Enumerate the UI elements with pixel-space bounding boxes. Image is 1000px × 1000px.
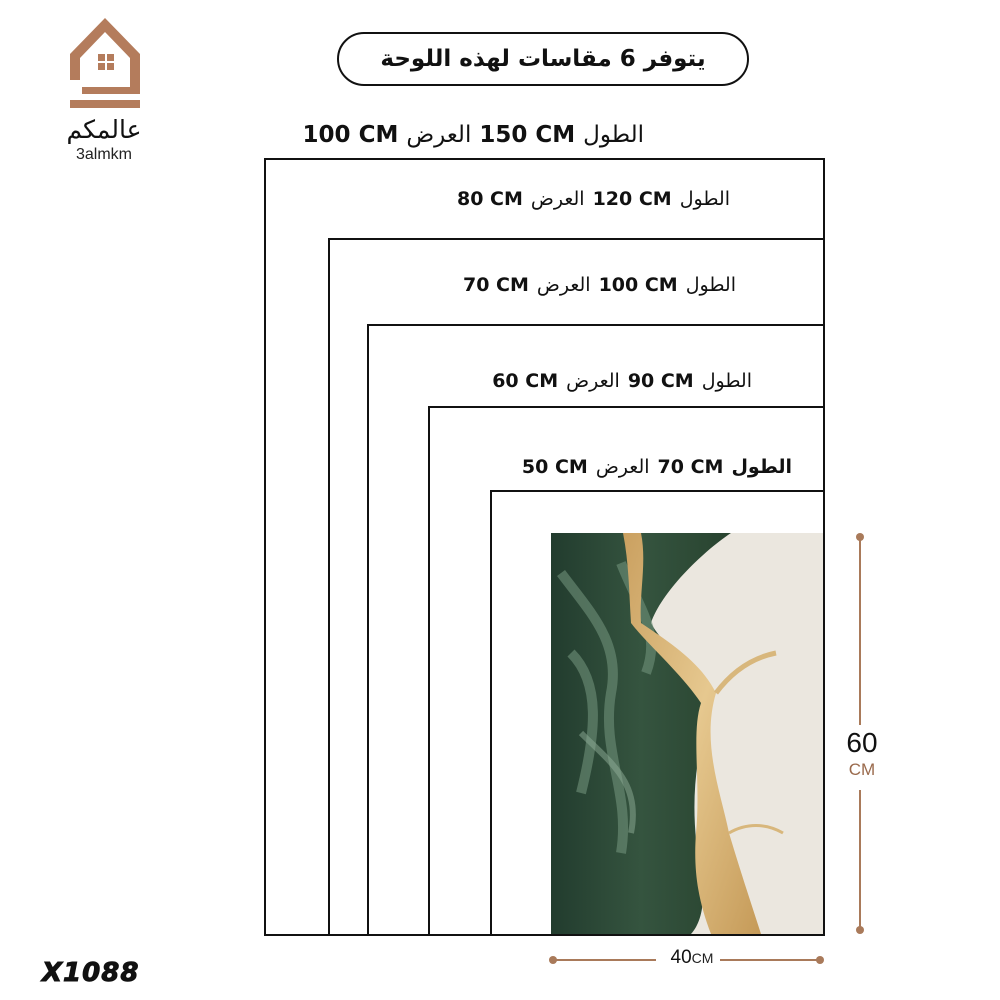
height-unit: CM bbox=[848, 760, 876, 779]
width-value: 60 CM bbox=[492, 370, 559, 392]
product-code: X1088 bbox=[42, 958, 140, 988]
length-value: 100 CM bbox=[598, 274, 678, 296]
length-value: 90 CM bbox=[627, 370, 694, 392]
length-value: 70 CM bbox=[657, 456, 724, 478]
length-label: الطول bbox=[731, 456, 792, 478]
width-unit: CM bbox=[691, 950, 714, 966]
brand-name-arabic: عالمكم bbox=[66, 115, 142, 144]
width-label: العرض bbox=[536, 274, 591, 296]
width-value: 70 CM bbox=[462, 274, 529, 296]
width-label: العرض bbox=[566, 370, 620, 392]
width-value: 80 CM bbox=[456, 188, 523, 210]
length-label: الطول bbox=[701, 370, 752, 392]
width-value: 40 bbox=[670, 947, 692, 968]
width-label: العرض bbox=[595, 456, 650, 478]
length-label: الطول bbox=[685, 274, 736, 296]
length-label: الطول bbox=[583, 122, 644, 148]
width-label: العرض bbox=[406, 122, 472, 148]
width-value: 50 CM bbox=[521, 456, 588, 478]
length-value: 120 CM bbox=[592, 188, 672, 210]
width-dimension bbox=[652, 947, 732, 969]
width-label: العرض bbox=[530, 188, 585, 210]
length-label: الطول bbox=[679, 188, 730, 210]
height-value: 60 bbox=[846, 727, 878, 758]
brand-name-latin: 3almkm bbox=[75, 146, 132, 163]
width-value: 100 CM bbox=[302, 122, 399, 148]
header-title: يتوفر 6 مقاسات لهذه اللوحة bbox=[380, 46, 706, 72]
length-value: 150 CM bbox=[479, 122, 576, 148]
